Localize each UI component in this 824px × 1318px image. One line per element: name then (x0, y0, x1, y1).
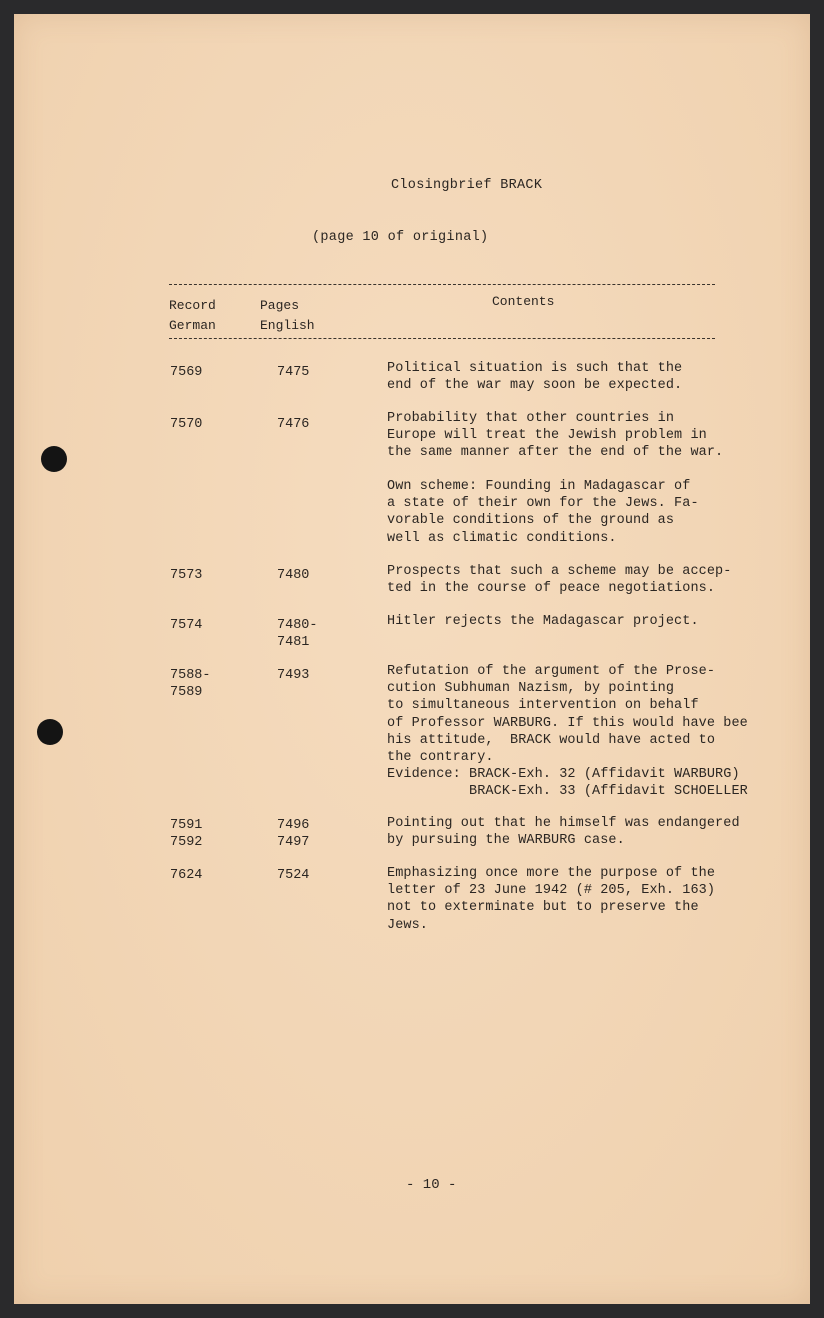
row-german: 7570 (170, 417, 203, 432)
punch-hole-bottom (37, 719, 63, 745)
row-english: 7524 (277, 868, 310, 883)
row-german: 7574 (170, 618, 203, 633)
row-german: 7573 (170, 568, 203, 583)
row-english: 7476 (277, 417, 310, 432)
punch-hole-top (41, 446, 67, 472)
header-contents: Contents (492, 294, 555, 309)
row-content-continued: Own scheme: Founding in Madagascar of a state of their own for the Jews. Fa- vorable conditions of the ground as well as climatic conditions. (387, 479, 699, 546)
header-record-german: Record German (169, 298, 216, 333)
header-rule-bottom (169, 338, 715, 339)
header-rule-top (169, 284, 715, 285)
row-english: 7480- 7481 (277, 618, 318, 650)
document-title: Closingbrief BRACK (391, 178, 543, 193)
row-content: Emphasizing once more the purpose of the letter of 23 June 1942 (# 205, Exh. 163) not to exterminate but to preserve the Jews. (387, 866, 716, 933)
row-german: 7624 (170, 868, 203, 883)
row-content: Refutation of the argument of the Prose- cution Subhuman Nazism, by pointing to simultaneous intervention on behalf of Professor WARBURG. If this would have bee his attitude, BRACK would have acted to the contrary. Evidence: BRACK-Exh. 32 (Affidavit WARBURG) BRACK-Exh. 33 (Affidavit SCHOELLER (387, 664, 748, 800)
row-german: 7569 (170, 365, 203, 380)
row-english: 7480 (277, 568, 310, 583)
header-pages-english: Pages English (260, 298, 315, 333)
row-german: 7588- 7589 (170, 668, 211, 700)
row-english: 7496 7497 (277, 818, 310, 850)
row-content: Pointing out that he himself was endangered by pursuing the WARBURG case. (387, 816, 740, 849)
row-german: 7591 7592 (170, 818, 203, 850)
row-content: Hitler rejects the Madagascar project. (387, 614, 699, 629)
row-content: Probability that other countries in Europe will treat the Jewish problem in the same manner after the end of the war. (387, 411, 724, 461)
document-page (14, 14, 810, 1304)
row-content: Political situation is such that the end of the war may soon be expected. (387, 361, 683, 394)
document-subtitle: (page 10 of original) (312, 230, 489, 245)
page-number: - 10 - (406, 1177, 457, 1193)
row-english: 7475 (277, 365, 310, 380)
row-english: 7493 (277, 668, 310, 683)
row-content: Prospects that such a scheme may be accep- ted in the course of peace negotiations. (387, 564, 732, 597)
